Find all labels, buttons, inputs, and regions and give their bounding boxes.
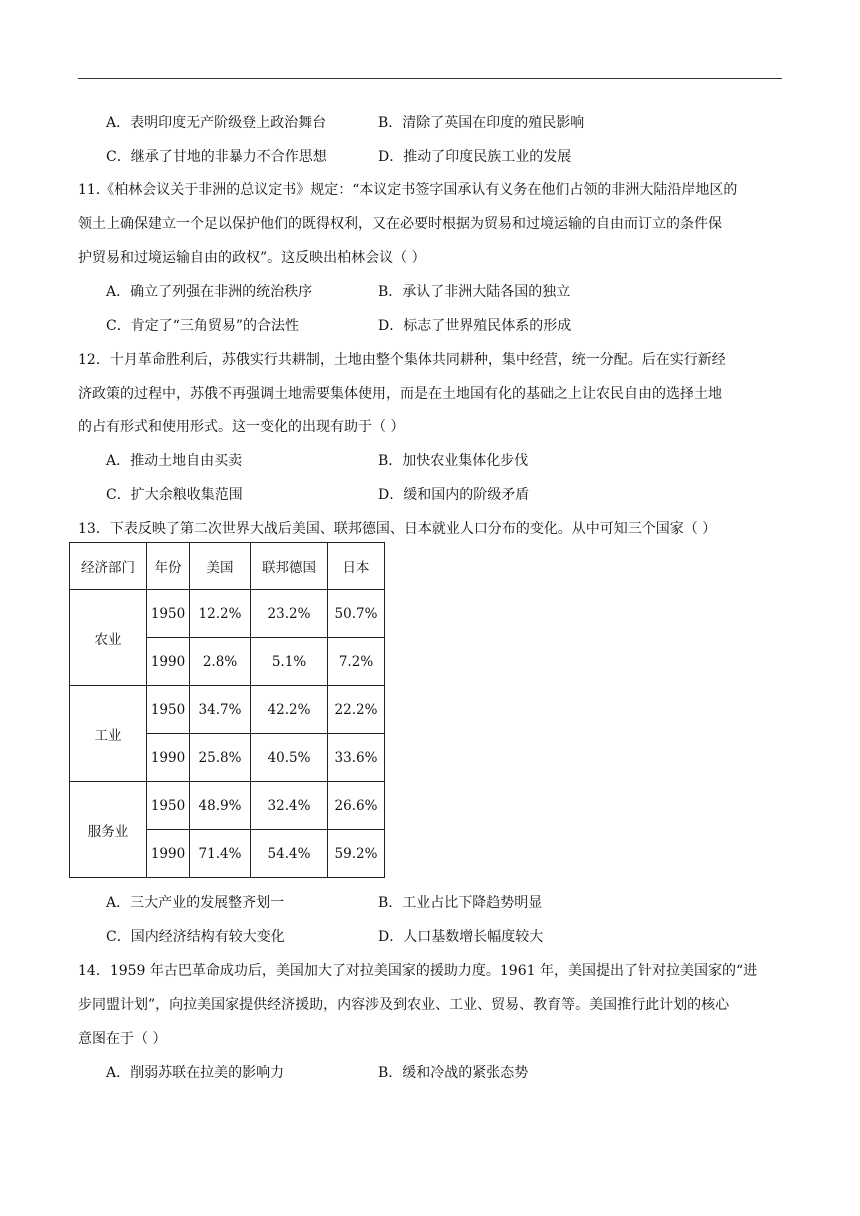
sector-cell: 农业	[70, 590, 147, 686]
q12-stem-line-3: 的占有形式和使用形式。这一变化的出现有助于（ ）	[78, 419, 405, 435]
q11-stem-line-3: 护贸易和过境运输自由的政权”。这反映出柏林会议（ ）	[78, 250, 426, 266]
table-cell: 2.8%	[190, 638, 251, 686]
table-row	[70, 782, 385, 830]
table-cell: 5.1%	[251, 638, 328, 686]
table-cell: 1950	[147, 686, 190, 734]
table-cell: 40.5%	[251, 734, 328, 782]
q11-option-c: C．肯定了“三角贸易”的合法性	[106, 318, 300, 334]
q10-option-c: C．继承了甘地的非暴力不合作思想	[106, 149, 327, 165]
q13-option-b: B．工业占比下降趋势明显	[378, 895, 543, 911]
table-cell: 32.4%	[251, 782, 328, 830]
table-cell: 54.4%	[251, 830, 328, 878]
q13-option-c: C．国内经济结构有较大变化	[106, 929, 285, 945]
table-header-cell: 经济部门	[70, 543, 147, 590]
q12-option-d: D．缓和国内的阶级矛盾	[378, 487, 530, 503]
q13-option-d: D．人口基数增长幅度较大	[378, 929, 544, 945]
q11-stem-line-2: 领土上确保建立一个足以保护他们的既得权利，又在必要时根据为贸易和过境运输的自由而订立的条件保	[78, 216, 722, 232]
sector-cell: 工业	[70, 686, 147, 782]
q14-option-a: A．削弱苏联在拉美的影响力	[106, 1065, 285, 1081]
table-cell: 26.6%	[328, 782, 385, 830]
table-cell: 7.2%	[328, 638, 385, 686]
table-cell: 1990	[147, 638, 190, 686]
table-cell: 1950	[147, 590, 190, 638]
q12-option-c: C．扩大余粮收集范围	[106, 487, 243, 503]
table-header-cell: 联邦德国	[251, 543, 328, 590]
q13-option-a: A．三大产业的发展整齐划一	[106, 895, 285, 911]
table-cell: 71.4%	[190, 830, 251, 878]
q10-option-d: D．推动了印度民族工业的发展	[378, 149, 572, 165]
q14-stem-line-1: 14．1959 年古巴革命成功后，美国加大了对拉美国家的援助力度。1961 年，美国提出了针对拉美国家的“进	[78, 963, 758, 979]
table-cell: 50.7%	[328, 590, 385, 638]
employment-table	[69, 542, 385, 878]
q12-option-b: B．加快农业集体化步伐	[378, 453, 529, 469]
table-row	[70, 590, 385, 638]
sector-cell: 服务业	[70, 782, 147, 878]
table-header-cell: 日本	[328, 543, 385, 590]
q12-stem-line-1: 12．十月革命胜利后，苏俄实行共耕制，土地由整个集体共同耕种，集中经营，统一分配。后在实行新经	[78, 352, 726, 368]
table-header-row	[70, 543, 385, 590]
table-cell: 42.2%	[251, 686, 328, 734]
table-cell: 25.8%	[190, 734, 251, 782]
q10-option-a: A．表明印度无产阶级登上政治舞台	[106, 115, 327, 131]
q12-stem-line-2: 济政策的过程中，苏俄不再强调土地需要集体使用，而是在土地国有化的基础之上让农民自由的选择土地	[78, 386, 722, 402]
table-cell: 1950	[147, 782, 190, 830]
q10-option-b: B．清除了英国在印度的殖民影响	[378, 115, 585, 131]
q11-option-d: D．标志了世界殖民体系的形成	[378, 318, 572, 334]
q14-stem-line-2: 步同盟计划”，向拉美国家提供经济援助，内容涉及到农业、工业、贸易、教育等。美国推行此计划的核心	[78, 997, 730, 1013]
table-header-cell: 年份	[147, 543, 190, 590]
q12-option-a: A．推动土地自由买卖	[106, 453, 243, 469]
table-cell: 34.7%	[190, 686, 251, 734]
q13-stem: 13．下表反映了第二次世界大战后美国、联邦德国、日本就业人口分布的变化。从中可知三个国家（ ）	[78, 521, 717, 537]
table-header-cell: 美国	[190, 543, 251, 590]
header-rule	[78, 78, 782, 79]
table-cell: 12.2%	[190, 590, 251, 638]
table-cell: 1990	[147, 830, 190, 878]
table-cell: 48.9%	[190, 782, 251, 830]
q14-stem-line-3: 意图在于（ ）	[78, 1031, 167, 1047]
q14-option-b: B．缓和冷战的紧张态势	[378, 1065, 529, 1081]
table-cell: 59.2%	[328, 830, 385, 878]
table-cell: 23.2%	[251, 590, 328, 638]
table-cell: 1990	[147, 734, 190, 782]
table-cell: 22.2%	[328, 686, 385, 734]
q11-option-a: A．确立了列强在非洲的统治秩序	[106, 284, 313, 300]
table-row	[70, 686, 385, 734]
q11-stem-line-1: 11.《柏林会议关于非洲的总议定书》规定：“本议定书签字国承认有义务在他们占领的非洲大陆沿岸地区的	[78, 182, 738, 198]
q11-option-b: B．承认了非洲大陆各国的独立	[378, 284, 571, 300]
table-cell: 33.6%	[328, 734, 385, 782]
